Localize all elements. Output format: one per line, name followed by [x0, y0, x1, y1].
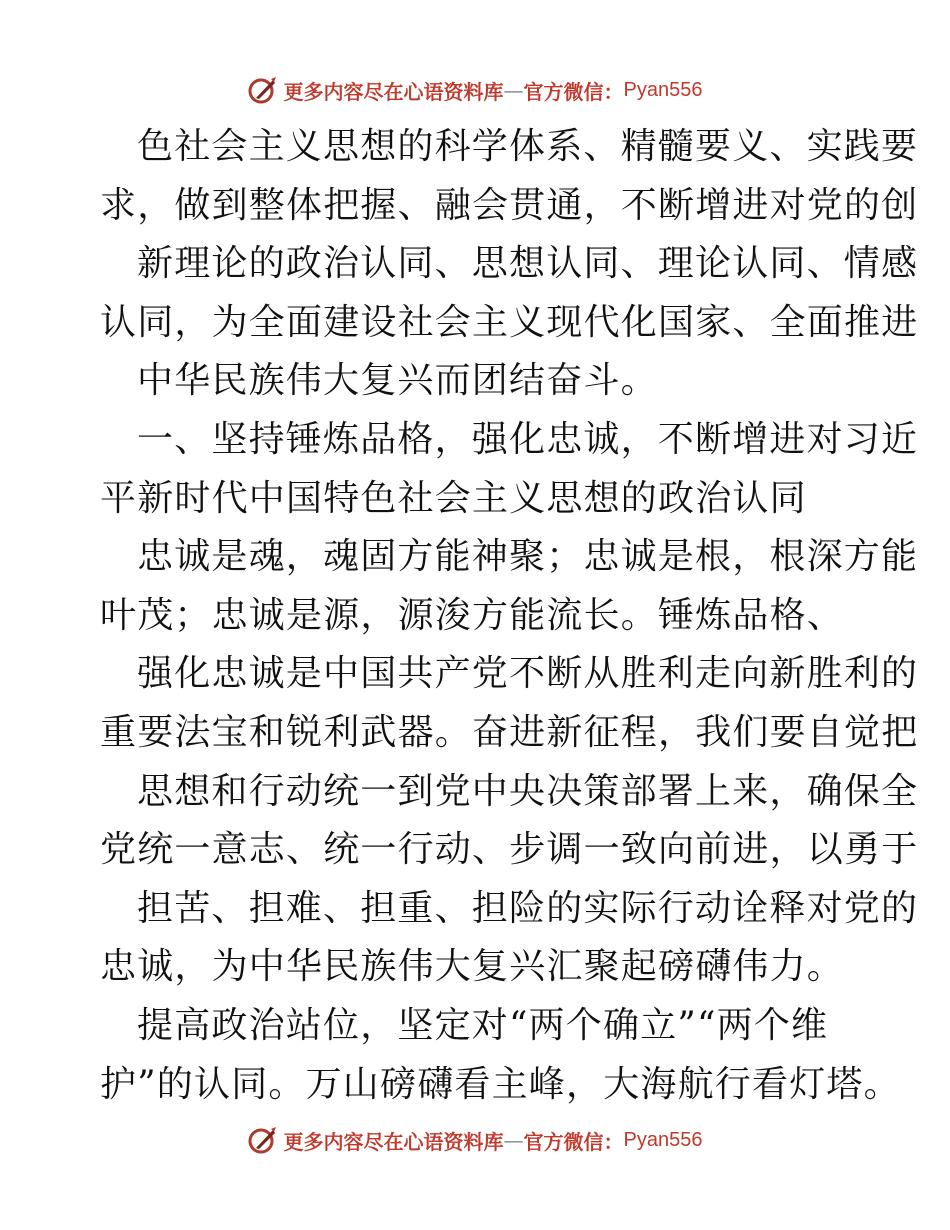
text-line: 平新时代中国特色社会主义思想的政治认同 — [100, 477, 807, 519]
document-body — [100, 118, 919, 1114]
banner-wechat-label: 官方微信： — [523, 1129, 624, 1154]
text-line: 认同，为全面建设社会主义现代化国家、全面推进 — [100, 301, 919, 343]
feather-pen-seal-icon — [248, 75, 278, 105]
banner-wechat-label: 官方微信： — [523, 79, 624, 104]
text-line: 新理论的政治认同、思想认同、理论认同、情感 — [137, 243, 919, 285]
header-banner — [0, 72, 950, 108]
text-line: 中华民族伟大复兴而团结奋斗。 — [137, 360, 658, 402]
text-line: 提高政治站位，坚定对“两个确立”“两个维 — [137, 1004, 829, 1046]
banner-separator: — — [503, 78, 524, 102]
text-line: 一、坚持锤炼品格，强化忠诚，不断增进对习近 — [137, 418, 919, 460]
text-line: 担苦、担难、担重、担险的实际行动诠释对党的 — [137, 887, 919, 929]
text-line: 思想和行动统一到党中央决策部署上来，确保全 — [137, 770, 919, 812]
text-line: 强化忠诚是中国共产党不断从胜利走向新胜利的 — [137, 653, 919, 695]
banner-title: 更多内容尽在心语资料库 — [283, 1129, 504, 1154]
text-line: 重要法宝和锐利武器。奋进新征程，我们要自觉把 — [100, 711, 919, 753]
text-line: 忠诚是魂，魂固方能神聚；忠诚是根，根深方能 — [137, 536, 919, 578]
feather-pen-seal-icon — [248, 1125, 278, 1155]
text-line: 色社会主义思想的科学体系、精髓要义、实践要 — [137, 126, 919, 167]
footer-banner — [0, 1122, 950, 1158]
text-line: 党统一意志、统一行动、步调一致向前进，以勇于 — [100, 829, 919, 871]
text-line: 忠诚，为中华民族伟大复兴汇聚起磅礴伟力。 — [100, 946, 845, 988]
text-line: 叶茂；忠诚是源，源浚方能流长。锤炼品格、 — [100, 594, 845, 636]
banner-wechat-id: Pyan556 — [623, 78, 703, 101]
banner-separator: — — [503, 1128, 524, 1152]
text-line: 求，做到整体把握、融会贯通，不断增进对党的创 — [100, 184, 919, 226]
banner-wechat-id: Pyan556 — [623, 1128, 703, 1151]
text-line: 护”的认同。万山磅礴看主峰，大海航行看灯塔。 — [100, 1063, 901, 1105]
banner-title: 更多内容尽在心语资料库 — [283, 79, 504, 104]
